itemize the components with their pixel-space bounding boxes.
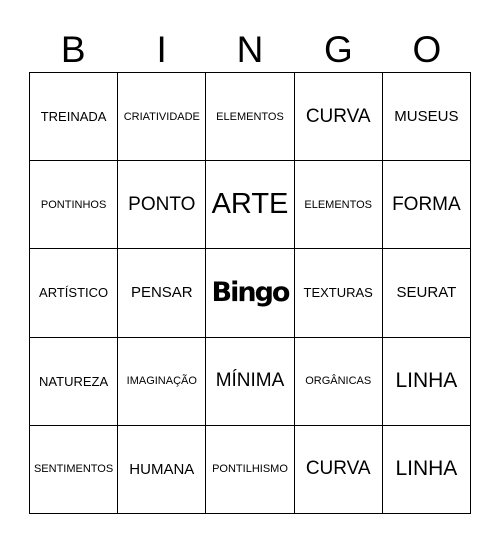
bingo-cell: PONTILHISMO bbox=[206, 426, 294, 514]
bingo-cell: ARTÍSTICO bbox=[30, 249, 118, 337]
bingo-header bbox=[29, 28, 471, 72]
bingo-cell: PENSAR bbox=[118, 249, 206, 337]
bingo-cell: ELEMENTOS bbox=[295, 161, 383, 249]
bingo-cell: LINHA bbox=[383, 426, 471, 514]
bingo-cell: ORGÂNICAS bbox=[295, 338, 383, 426]
bingo-cell: MÍNIMA bbox=[206, 338, 294, 426]
bingo-cell: FORMA bbox=[383, 161, 471, 249]
bingo-cell: SEURAT bbox=[383, 249, 471, 337]
bingo-cell: SENTIMENTOS bbox=[30, 426, 118, 514]
bingo-cell: TREINADA bbox=[30, 73, 118, 161]
header-letter-i: I bbox=[156, 29, 167, 70]
header-letter-g: G bbox=[324, 29, 353, 70]
bingo-cell: IMAGINAÇÃO bbox=[118, 338, 206, 426]
bingo-cell: CURVA bbox=[295, 426, 383, 514]
bingo-cell: PONTINHOS bbox=[30, 161, 118, 249]
header-letter-o: O bbox=[412, 29, 442, 70]
bingo-cell: TEXTURAS bbox=[295, 249, 383, 337]
bingo-cell: PONTO bbox=[118, 161, 206, 249]
bingo-cell: ELEMENTOS bbox=[206, 73, 294, 161]
bingo-cell: MUSEUS bbox=[383, 73, 471, 161]
header-letter-b: B bbox=[60, 29, 86, 70]
bingo-card bbox=[29, 72, 471, 514]
bingo-cell: CURVA bbox=[295, 73, 383, 161]
bingo-cell: ARTE bbox=[206, 161, 294, 249]
bingo-cell: NATUREZA bbox=[30, 338, 118, 426]
free-space-logo: Bingo bbox=[206, 249, 294, 337]
bingo-cell: HUMANA bbox=[118, 426, 206, 514]
bingo-cell: LINHA bbox=[383, 338, 471, 426]
header-letter-n: N bbox=[236, 29, 264, 70]
bingo-cell: CRIATIVIDADE bbox=[118, 73, 206, 161]
